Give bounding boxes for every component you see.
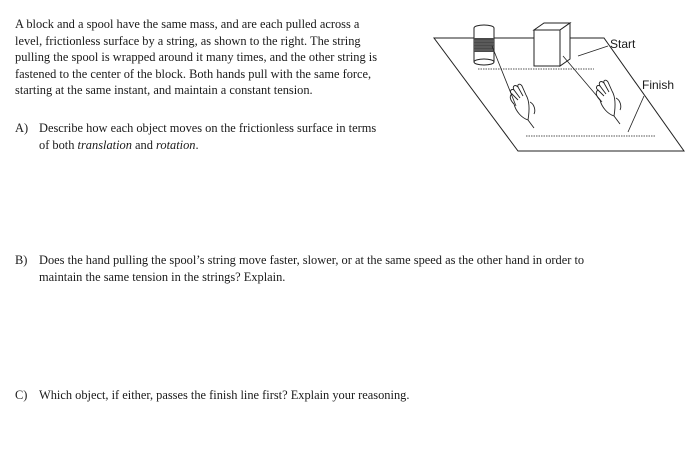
right-hand-icon: [596, 80, 621, 124]
question-b: [15, 252, 584, 285]
question-a-line2: of both translation and rotation.: [39, 137, 199, 152]
spool-string: [492, 46, 516, 106]
question-b-line1: Does the hand pulling the spool’s string move faster, slower, or at the same speed as the other hand in order to: [39, 253, 585, 267]
block-icon: [534, 23, 570, 66]
start-pointer: [578, 46, 608, 56]
question-a-line1: Describe how each object moves on the frictionless surface in terms: [39, 121, 377, 135]
start-label: Start: [610, 37, 636, 51]
intro-line: pulling the spool is wrapped around it many times, and the other string is: [15, 50, 378, 64]
intro-line: level, frictionless surface by a string, as shown to the right. The string: [15, 33, 361, 48]
spool-icon: [474, 25, 494, 65]
problem-intro: [15, 16, 435, 99]
question-b-line2: maintain the same tension in the strings? Explain.: [39, 269, 286, 284]
spool-block-diagram: [430, 16, 690, 156]
question-c-line1: Which object, if either, passes the finish line first? Explain your reasoning.: [39, 388, 410, 402]
question-c: [15, 387, 409, 404]
finish-label: Finish: [642, 78, 675, 92]
term-translation: translation: [77, 137, 132, 152]
question-a-letter: A): [15, 121, 29, 135]
finish-pointer: [628, 96, 644, 132]
question-a: [15, 120, 376, 153]
question-c-letter: C): [15, 388, 28, 402]
left-hand-icon: [510, 84, 535, 128]
term-rotation: rotation: [156, 137, 196, 152]
question-b-letter: B): [15, 253, 28, 267]
intro-line: fastened to the center of the block. Both hands pull with the same force,: [15, 66, 372, 81]
intro-line: A block and a spool have the same mass, and are each pulled across a: [15, 17, 360, 31]
intro-line: starting at the same instant, and maintain a constant tension.: [15, 83, 313, 97]
